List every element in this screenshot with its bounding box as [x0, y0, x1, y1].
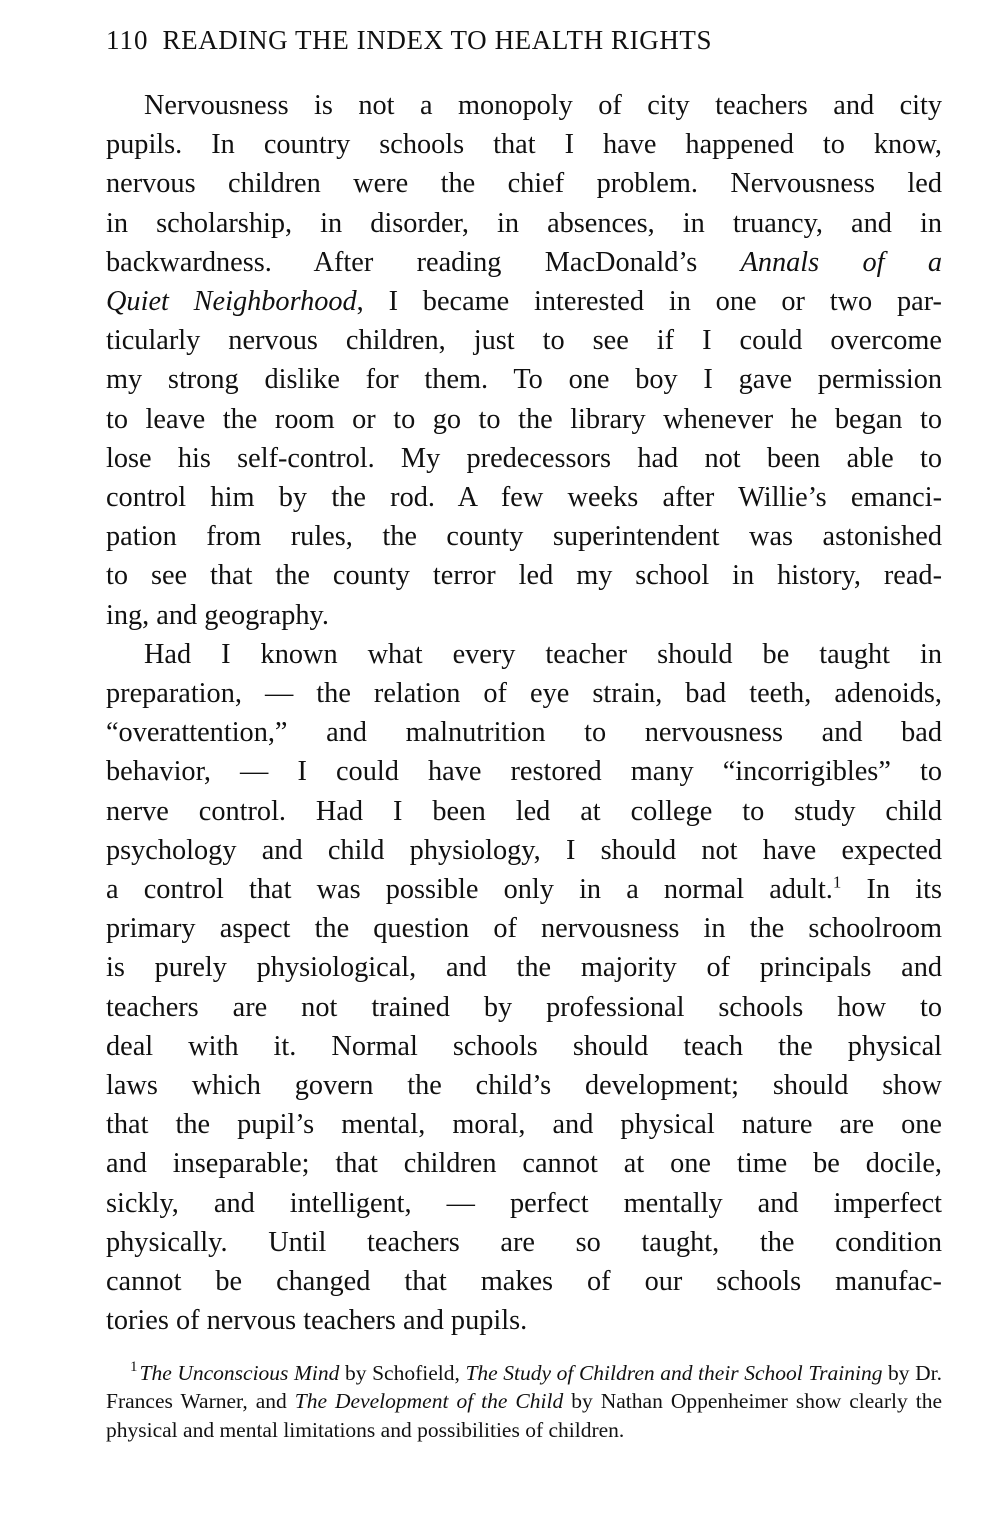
- text-line: is purely physiological, and the majority of principals and: [106, 952, 942, 984]
- paragraph-1: [106, 86, 942, 635]
- text-line: pation from rules, the county superintendent was astonished: [106, 521, 942, 553]
- text-line: ticularly nervous children, just to see if I could overcome: [106, 325, 942, 357]
- text-line: [106, 243, 942, 282]
- text-line: laws which govern the child’s development; should show: [106, 1070, 942, 1102]
- text-line: Had I known what every teacher should be taught in: [144, 638, 942, 670]
- text-line: [106, 870, 942, 909]
- text-line: to see that the county terror led my school in history, read-: [106, 560, 942, 592]
- footnotes: [106, 1359, 942, 1445]
- running-head-title: READING THE INDEX TO HEALTH RIGHTS: [162, 25, 713, 55]
- book-title-italic: Quiet Neighborhood: [106, 286, 357, 318]
- text-line: sickly, and intelligent, — perfect mentally and imperfect: [106, 1187, 942, 1219]
- footnote-reference[interactable]: 1: [832, 872, 842, 892]
- text-segment: backwardness. After reading MacDonald’s: [106, 246, 741, 278]
- running-head: [106, 22, 942, 58]
- footnote-text: by Dr. Frances Warner, and: [106, 1360, 943, 1413]
- text-line: tories of nervous teachers and pupils.: [106, 1305, 528, 1337]
- footnote-book-title: The Study of Children and their School Training: [465, 1360, 883, 1385]
- text-line: preparation, — the relation of eye strain, bad teeth, adenoids,: [106, 678, 942, 710]
- text-line: “overattention,” and malnutrition to nervousness and bad: [106, 717, 942, 749]
- text-segment: , I became interested in one or two par-: [356, 286, 942, 318]
- text-line: lose his self-control. My predecessors had not been able to: [106, 442, 942, 474]
- text-line: primary aspect the question of nervousness in the schoolroom: [106, 913, 942, 945]
- book-page: [106, 22, 942, 1444]
- text-line: in scholarship, in disorder, in absences, in truancy, and in: [106, 207, 942, 239]
- text-line: that the pupil’s mental, moral, and physical nature are one: [106, 1109, 942, 1141]
- text-segment: a control that was possible only in a normal adult.: [106, 874, 833, 906]
- footnote-book-title: The Development of the Child: [294, 1389, 564, 1413]
- footnote-marker: 1: [130, 1359, 138, 1376]
- footnote-text: by Nathan Oppenheimer show clearly the physical and mental limitations and possibilities of children.: [106, 1389, 942, 1442]
- text-line: physically. Until teachers are so taught, the condition: [106, 1226, 942, 1258]
- text-line: teachers are not trained by professional schools how to: [106, 991, 942, 1023]
- book-title-italic: Annals of a: [740, 246, 942, 278]
- text-line: deal with it. Normal schools should teach the physical: [106, 1030, 942, 1062]
- text-line: psychology and child physiology, I should not have expected: [106, 834, 942, 866]
- text-line: my strong dislike for them. To one boy I gave permission: [106, 364, 942, 396]
- text-segment: In its: [841, 874, 942, 906]
- text-line: to leave the room or to go to the library whenever he began to: [106, 403, 942, 435]
- body-text: [106, 86, 942, 1341]
- paragraph-2: [106, 635, 942, 1341]
- text-line: pupils. In country schools that I have happened to know,: [106, 129, 942, 161]
- text-line: cannot be changed that makes of our schools manufac-: [106, 1266, 942, 1298]
- text-line: nervous children were the chief problem. Nervousness led: [106, 168, 942, 200]
- text-line: ing, and geography.: [106, 599, 329, 631]
- text-line: and inseparable; that children cannot at one time be docile,: [106, 1148, 942, 1180]
- text-line: control him by the rod. A few weeks after Willie’s emanci-: [106, 482, 942, 514]
- text-line: behavior, — I could have restored many “incorrigibles” to: [106, 756, 942, 788]
- footnote-1: [106, 1359, 942, 1445]
- page-number: 110: [106, 25, 149, 55]
- footnote-book-title: The Unconscious Mind: [139, 1360, 340, 1385]
- text-line: [106, 282, 942, 321]
- text-line: nerve control. Had I been led at college to study child: [106, 795, 942, 827]
- footnote-text: by Schofield,: [339, 1360, 466, 1385]
- text-line: Nervousness is not a monopoly of city teachers and city: [144, 90, 942, 121]
